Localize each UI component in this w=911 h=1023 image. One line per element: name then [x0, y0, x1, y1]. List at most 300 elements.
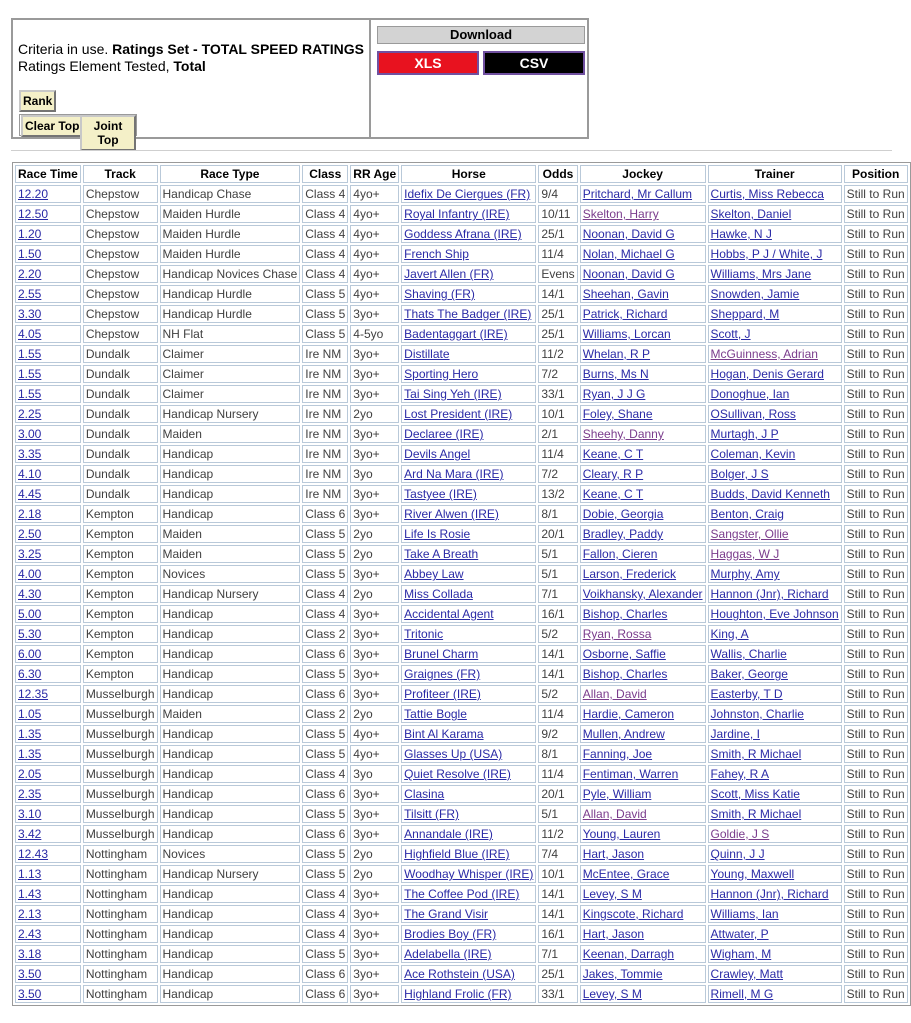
odds-cell: 16/1: [538, 605, 577, 623]
horse-link[interactable]: Quiet Resolve (IRE): [404, 767, 511, 781]
trainer-link[interactable]: Benton, Craig: [710, 507, 784, 521]
horse-link[interactable]: Tai Sing Yeh (IRE): [404, 387, 502, 401]
odds-cell: 5/2: [538, 625, 577, 643]
trainer-link[interactable]: Sheppard, M: [710, 307, 780, 321]
odds-cell: 11/2: [538, 825, 577, 843]
class-cell: Ire NM: [302, 465, 348, 483]
jockey-link[interactable]: Hart, Jason: [582, 927, 645, 941]
download-csv-button[interactable]: CSV: [483, 51, 585, 75]
rr-age-cell: 2yo: [350, 865, 399, 883]
horse-link[interactable]: Accidental Agent: [404, 607, 494, 621]
race-time-link[interactable]: 4.30: [18, 587, 42, 601]
horse-link[interactable]: Javert Allen (FR): [404, 267, 494, 281]
horse-link[interactable]: Declaree (IRE): [404, 427, 484, 441]
horse-cell: [401, 445, 536, 463]
criteria-panel: [11, 18, 589, 147]
horse-link[interactable]: Tilsitt (FR): [404, 807, 460, 821]
race-time-cell: [15, 625, 81, 643]
class-cell: Class 5: [302, 865, 348, 883]
track-cell: Nottingham: [83, 985, 158, 1003]
trainer-cell: [708, 625, 842, 643]
trainer-link[interactable]: Scott, Miss Katie: [710, 787, 800, 801]
horse-link[interactable]: Woodhay Whisper (IRE): [404, 867, 534, 881]
jockey-cell: [580, 485, 706, 503]
race-time-link[interactable]: 1.43: [18, 887, 42, 901]
odds-cell: 11/4: [538, 445, 577, 463]
race-time-cell: [15, 185, 81, 203]
trainer-link[interactable]: Hobbs, P J / White, J: [710, 247, 823, 261]
odds-cell: 11/4: [538, 705, 577, 723]
jockey-link[interactable]: Sheehy, Danny: [582, 427, 664, 441]
trainer-link[interactable]: Smith, R Michael: [710, 747, 802, 761]
race-time-link[interactable]: 2.50: [18, 527, 42, 541]
trainer-link[interactable]: Johnston, Charlie: [710, 707, 804, 721]
race-time-link[interactable]: 2.55: [18, 287, 42, 301]
joint-top-button[interactable]: Joint Top: [80, 115, 136, 151]
trainer-link[interactable]: Haggas, W J: [710, 547, 780, 561]
race-time-cell: [15, 245, 81, 263]
rr-age-cell: 3yo+: [350, 885, 399, 903]
horse-link[interactable]: Tastyee (IRE): [404, 487, 477, 501]
table-row: [15, 805, 908, 823]
trainer-link[interactable]: Coleman, Kevin: [710, 447, 796, 461]
race-time-link[interactable]: 6.00: [18, 647, 42, 661]
jockey-cell: [580, 925, 706, 943]
race-time-link[interactable]: 1.35: [18, 727, 42, 741]
jockey-cell: [580, 585, 706, 603]
race-time-link[interactable]: 3.25: [18, 547, 42, 561]
jockey-link[interactable]: Fentiman, Warren: [582, 767, 679, 781]
jockey-link[interactable]: Hart, Jason: [582, 847, 645, 861]
track-cell: Kempton: [83, 525, 158, 543]
horse-link[interactable]: Lost President (IRE): [404, 407, 513, 421]
race-type-cell: Claimer: [160, 385, 301, 403]
horse-link[interactable]: The Coffee Pod (IRE): [404, 887, 520, 901]
jockey-link[interactable]: Bradley, Paddy: [582, 527, 664, 541]
race-time-link[interactable]: 2.35: [18, 787, 42, 801]
table-row: [15, 445, 908, 463]
race-time-link[interactable]: 5.00: [18, 607, 42, 621]
trainer-link[interactable]: Murtagh, J P: [710, 427, 779, 441]
rank-button[interactable]: Rank: [19, 90, 56, 112]
race-type-cell: Handicap Nursery: [160, 865, 301, 883]
horse-link[interactable]: Highland Frolic (FR): [404, 987, 512, 1001]
race-time-link[interactable]: 12.35: [18, 687, 49, 701]
horse-link[interactable]: Highfield Blue (IRE): [404, 847, 510, 861]
horse-cell: [401, 785, 536, 803]
jockey-link[interactable]: Fallon, Cieren: [582, 547, 658, 561]
race-time-link[interactable]: 3.50: [18, 967, 42, 981]
race-time-link[interactable]: 1.55: [18, 347, 42, 361]
trainer-cell: [708, 865, 842, 883]
trainer-link[interactable]: Easterby, T D: [710, 687, 783, 701]
race-time-link[interactable]: 3.42: [18, 827, 42, 841]
horse-link[interactable]: Tritonic: [404, 627, 444, 641]
horse-link[interactable]: Ard Na Mara (IRE): [404, 467, 504, 481]
position-cell: Still to Run: [844, 425, 908, 443]
race-time-link[interactable]: 3.30: [18, 307, 42, 321]
trainer-cell: [708, 205, 842, 223]
class-cell: Ire NM: [302, 385, 348, 403]
jockey-link[interactable]: Allan, David: [582, 687, 647, 701]
track-cell: Nottingham: [83, 965, 158, 983]
trainer-link[interactable]: Hannon (Jnr), Richard: [710, 887, 829, 901]
race-time-link[interactable]: 1.13: [18, 867, 42, 881]
track-cell: Musselburgh: [83, 825, 158, 843]
horse-link[interactable]: Bint Al Karama: [404, 727, 484, 741]
odds-cell: 25/1: [538, 325, 577, 343]
jockey-link[interactable]: Jakes, Tommie: [582, 967, 663, 981]
jockey-link[interactable]: Pyle, William: [582, 787, 652, 801]
race-time-link[interactable]: 3.35: [18, 447, 42, 461]
table-row: [15, 525, 908, 543]
odds-cell: 33/1: [538, 985, 577, 1003]
table-row: [15, 765, 908, 783]
rr-age-cell: 3yo+: [350, 805, 399, 823]
race-time-link[interactable]: 4.10: [18, 467, 42, 481]
track-cell: Dundalk: [83, 445, 158, 463]
trainer-link[interactable]: Wigham, M: [710, 947, 772, 961]
race-time-link[interactable]: 2.25: [18, 407, 42, 421]
position-cell: Still to Run: [844, 785, 908, 803]
race-time-link[interactable]: 4.00: [18, 567, 42, 581]
jockey-link[interactable]: Bishop, Charles: [582, 667, 668, 681]
race-type-cell: Handicap: [160, 745, 301, 763]
rr-age-cell: 4yo+: [350, 245, 399, 263]
race-time-link[interactable]: 1.55: [18, 387, 42, 401]
jockey-cell: [580, 945, 706, 963]
race-time-cell: [15, 925, 81, 943]
trainer-link[interactable]: Rimell, M G: [710, 987, 774, 1001]
track-cell: Nottingham: [83, 945, 158, 963]
jockey-link[interactable]: Foley, Shane: [582, 407, 653, 421]
jockey-link[interactable]: Noonan, David G: [582, 267, 675, 281]
rr-age-cell: 4-5yo: [350, 325, 399, 343]
race-time-link[interactable]: 1.50: [18, 247, 42, 261]
jockey-link[interactable]: Burns, Ms N: [582, 367, 649, 381]
position-cell: Still to Run: [844, 605, 908, 623]
race-time-cell: [15, 505, 81, 523]
position-cell: Still to Run: [844, 725, 908, 743]
jockey-link[interactable]: Sheehan, Gavin: [582, 287, 669, 301]
odds-cell: Evens: [538, 265, 577, 283]
results-table: [12, 162, 911, 1006]
rr-age-cell: 4yo+: [350, 205, 399, 223]
trainer-link[interactable]: Bolger, J S: [710, 467, 769, 481]
trainer-link[interactable]: Hogan, Denis Gerard: [710, 367, 824, 381]
horse-link[interactable]: Ace Rothstein (USA): [404, 967, 515, 981]
horse-link[interactable]: River Alwen (IRE): [404, 507, 499, 521]
table-header-row: [15, 165, 908, 183]
jockey-cell: [580, 425, 706, 443]
jockey-link[interactable]: Patrick, Richard: [582, 307, 668, 321]
table-row: [15, 485, 908, 503]
horse-link[interactable]: French Ship: [404, 247, 469, 261]
jockey-link[interactable]: Mullen, Andrew: [582, 727, 665, 741]
race-time-link[interactable]: 2.20: [18, 267, 42, 281]
jockey-link[interactable]: Kingscote, Richard: [582, 907, 684, 921]
jockey-link[interactable]: Williams, Lorcan: [582, 327, 671, 341]
trainer-cell: [708, 585, 842, 603]
trainer-cell: [708, 905, 842, 923]
jockey-link[interactable]: Noonan, David G: [582, 227, 675, 241]
trainer-link[interactable]: Snowden, Jamie: [710, 287, 800, 301]
position-cell: Still to Run: [844, 245, 908, 263]
trainer-link[interactable]: Sangster, Ollie: [710, 527, 789, 541]
race-time-link[interactable]: 1.35: [18, 747, 42, 761]
trainer-link[interactable]: Scott, J: [710, 327, 751, 341]
class-cell: Class 5: [302, 285, 348, 303]
horse-link[interactable]: Brunel Charm: [404, 647, 479, 661]
horse-link[interactable]: Annandale (IRE): [404, 827, 493, 841]
top-buttons-group: [19, 114, 137, 147]
trainer-link[interactable]: Fahey, R A: [710, 767, 770, 781]
rr-age-cell: 2yo: [350, 525, 399, 543]
horse-link[interactable]: Devils Angel: [404, 447, 471, 461]
rr-age-cell: 2yo: [350, 585, 399, 603]
jockey-link[interactable]: Whelan, R P: [582, 347, 651, 361]
table-row: [15, 305, 908, 323]
track-cell: Chepstow: [83, 185, 158, 203]
criteria-ratings-set: [18, 41, 364, 58]
race-time-link[interactable]: 3.50: [18, 987, 42, 1001]
table-row: [15, 425, 908, 443]
jockey-cell: [580, 365, 706, 383]
trainer-link[interactable]: Baker, George: [710, 667, 788, 681]
trainer-link[interactable]: Wallis, Charlie: [710, 647, 787, 661]
position-cell: Still to Run: [844, 705, 908, 723]
race-time-link[interactable]: 1.55: [18, 367, 42, 381]
odds-cell: 11/2: [538, 345, 577, 363]
trainer-cell: [708, 965, 842, 983]
rr-age-cell: 2yo: [350, 845, 399, 863]
trainer-link[interactable]: Hannon (Jnr), Richard: [710, 587, 829, 601]
trainer-link[interactable]: Skelton, Daniel: [710, 207, 792, 221]
jockey-link[interactable]: Young, Lauren: [582, 827, 661, 841]
jockey-cell: [580, 525, 706, 543]
horse-cell: [401, 665, 536, 683]
download-xls-button[interactable]: XLS: [377, 51, 479, 75]
jockey-link[interactable]: Keane, C T: [582, 487, 644, 501]
trainer-cell: [708, 345, 842, 363]
horse-link[interactable]: Shaving (FR): [404, 287, 475, 301]
horse-link[interactable]: Clasina: [404, 787, 445, 801]
jockey-cell: [580, 205, 706, 223]
horse-link[interactable]: Goddess Afrana (IRE): [404, 227, 522, 241]
race-time-cell: [15, 265, 81, 283]
jockey-link[interactable]: Ryan, Rossa: [582, 627, 652, 641]
race-time-link[interactable]: 2.05: [18, 767, 42, 781]
jockey-link[interactable]: Keane, C T: [582, 447, 644, 461]
trainer-cell: [708, 465, 842, 483]
horse-cell: [401, 345, 536, 363]
odds-cell: 14/1: [538, 285, 577, 303]
position-cell: Still to Run: [844, 325, 908, 343]
race-time-link[interactable]: 2.18: [18, 507, 42, 521]
horse-link[interactable]: Miss Collada: [404, 587, 473, 601]
horse-link[interactable]: Badentaggart (IRE): [404, 327, 508, 341]
table-row: [15, 225, 908, 243]
track-cell: Nottingham: [83, 845, 158, 863]
rr-age-cell: 3yo+: [350, 625, 399, 643]
race-time-link[interactable]: 1.05: [18, 707, 42, 721]
odds-cell: 10/1: [538, 865, 577, 883]
rr-age-cell: 3yo+: [350, 605, 399, 623]
horse-link[interactable]: Abbey Law: [404, 567, 464, 581]
trainer-cell: [708, 565, 842, 583]
race-time-link[interactable]: 3.18: [18, 947, 42, 961]
horse-link[interactable]: Glasses Up (USA): [404, 747, 503, 761]
jockey-link[interactable]: McEntee, Grace: [582, 867, 670, 881]
race-type-cell: Handicap Chase: [160, 185, 301, 203]
race-type-cell: Maiden: [160, 425, 301, 443]
clear-top-button[interactable]: Clear Top: [21, 115, 83, 137]
table-row: [15, 185, 908, 203]
trainer-link[interactable]: King, A: [710, 627, 749, 641]
track-cell: Dundalk: [83, 345, 158, 363]
horse-link[interactable]: Idefix De Ciergues (FR): [404, 187, 531, 201]
race-type-cell: Handicap: [160, 625, 301, 643]
rr-age-cell: 3yo+: [350, 905, 399, 923]
trainer-cell: [708, 785, 842, 803]
horse-link[interactable]: Profiteer (IRE): [404, 687, 481, 701]
class-cell: Class 6: [302, 645, 348, 663]
horse-cell: [401, 825, 536, 843]
trainer-link[interactable]: Williams, Mrs Jane: [710, 267, 812, 281]
class-cell: Ire NM: [302, 365, 348, 383]
jockey-link[interactable]: Levey, S M: [582, 887, 642, 901]
trainer-link[interactable]: Murphy, Amy: [710, 567, 780, 581]
trainer-link[interactable]: Goldie, J S: [710, 827, 770, 841]
rr-age-cell: 3yo+: [350, 665, 399, 683]
race-time-link[interactable]: 4.45: [18, 487, 42, 501]
jockey-link[interactable]: Hardie, Cameron: [582, 707, 675, 721]
odds-cell: 10/11: [538, 205, 577, 223]
race-time-cell: [15, 845, 81, 863]
jockey-link[interactable]: Cleary, R P: [582, 467, 644, 481]
jockey-link[interactable]: Voikhansky, Alexander: [582, 587, 703, 601]
table-row: [15, 825, 908, 843]
race-time-link[interactable]: 1.20: [18, 227, 42, 241]
position-cell: Still to Run: [844, 305, 908, 323]
jockey-link[interactable]: Keenan, Darragh: [582, 947, 675, 961]
race-time-cell: [15, 805, 81, 823]
odds-cell: 5/1: [538, 565, 577, 583]
rr-age-cell: 3yo+: [350, 305, 399, 323]
class-cell: Class 5: [302, 305, 348, 323]
horse-cell: [401, 705, 536, 723]
trainer-link[interactable]: Williams, Ian: [710, 907, 779, 921]
jockey-link[interactable]: Ryan, J J G: [582, 387, 646, 401]
jockey-link[interactable]: Osborne, Saffie: [582, 647, 666, 661]
trainer-link[interactable]: Crawley, Matt: [710, 967, 784, 981]
position-cell: Still to Run: [844, 545, 908, 563]
race-type-cell: Handicap Hurdle: [160, 285, 301, 303]
jockey-cell: [580, 505, 706, 523]
horse-link[interactable]: Take A Breath: [404, 547, 479, 561]
race-time-cell: [15, 785, 81, 803]
race-time-cell: [15, 765, 81, 783]
horse-link[interactable]: Graignes (FR): [404, 667, 481, 681]
trainer-cell: [708, 285, 842, 303]
jockey-link[interactable]: Skelton, Harry: [582, 207, 659, 221]
race-time-cell: [15, 365, 81, 383]
jockey-link[interactable]: Nolan, Michael G: [582, 247, 675, 261]
trainer-link[interactable]: Smith, R Michael: [710, 807, 802, 821]
rr-age-cell: 3yo+: [350, 945, 399, 963]
trainer-link[interactable]: Attwater, P: [710, 927, 769, 941]
trainer-link[interactable]: Young, Maxwell: [710, 867, 795, 881]
trainer-cell: [708, 245, 842, 263]
horse-cell: [401, 905, 536, 923]
race-time-link[interactable]: 6.30: [18, 667, 42, 681]
trainer-link[interactable]: Hawke, N J: [710, 227, 772, 241]
horse-link[interactable]: Life Is Rosie: [404, 527, 471, 541]
horse-link[interactable]: Adelabella (IRE): [404, 947, 492, 961]
horse-link[interactable]: Royal Infantry (IRE): [404, 207, 510, 221]
trainer-link[interactable]: Jardine, I: [710, 727, 760, 741]
race-time-link[interactable]: 12.43: [18, 847, 49, 861]
jockey-link[interactable]: Allan, David: [582, 807, 647, 821]
jockey-link[interactable]: Dobie, Georgia: [582, 507, 664, 521]
position-cell: Still to Run: [844, 505, 908, 523]
horse-link[interactable]: The Grand Visir: [404, 907, 488, 921]
position-cell: Still to Run: [844, 925, 908, 943]
horse-link[interactable]: Brodies Boy (FR): [404, 927, 497, 941]
trainer-link[interactable]: Quinn, J J: [710, 847, 765, 861]
race-time-link[interactable]: 3.00: [18, 427, 42, 441]
track-cell: Kempton: [83, 605, 158, 623]
horse-link[interactable]: Tattie Bogle: [404, 707, 467, 721]
odds-cell: 5/1: [538, 545, 577, 563]
race-type-cell: Claimer: [160, 365, 301, 383]
race-time-link[interactable]: 2.13: [18, 907, 42, 921]
horse-link[interactable]: Distillate: [404, 347, 450, 361]
jockey-cell: [580, 245, 706, 263]
trainer-link[interactable]: OSullivan, Ross: [710, 407, 796, 421]
race-time-link[interactable]: 12.50: [18, 207, 49, 221]
horse-cell: [401, 585, 536, 603]
race-type-cell: Maiden: [160, 705, 301, 723]
trainer-link[interactable]: McGuinness, Adrian: [710, 347, 818, 361]
jockey-link[interactable]: Fanning, Joe: [582, 747, 653, 761]
track-cell: Musselburgh: [83, 705, 158, 723]
odds-cell: 25/1: [538, 305, 577, 323]
table-row: [15, 745, 908, 763]
trainer-link[interactable]: Houghton, Eve Johnson: [710, 607, 839, 621]
rr-age-cell: 3yo+: [350, 685, 399, 703]
jockey-link[interactable]: Larson, Frederick: [582, 567, 677, 581]
race-time-link[interactable]: 12.20: [18, 187, 49, 201]
jockey-cell: [580, 765, 706, 783]
race-time-link[interactable]: 5.30: [18, 627, 42, 641]
horse-cell: [401, 645, 536, 663]
race-time-link[interactable]: 2.43: [18, 927, 42, 941]
trainer-link[interactable]: Curtis, Miss Rebecca: [710, 187, 824, 201]
horse-link[interactable]: Sporting Hero: [404, 367, 479, 381]
horse-cell: [401, 545, 536, 563]
jockey-link[interactable]: Bishop, Charles: [582, 607, 668, 621]
trainer-link[interactable]: Budds, David Kenneth: [710, 487, 830, 501]
race-time-link[interactable]: 4.05: [18, 327, 42, 341]
jockey-link[interactable]: Levey, S M: [582, 987, 642, 1001]
race-time-link[interactable]: 3.10: [18, 807, 42, 821]
jockey-link[interactable]: Pritchard, Mr Callum: [582, 187, 693, 201]
track-cell: Dundalk: [83, 365, 158, 383]
trainer-link[interactable]: Donoghue, Ian: [710, 387, 790, 401]
criteria-ratings-set-value: Ratings Set - TOTAL SPEED RATINGS: [112, 41, 364, 57]
horse-link[interactable]: Thats The Badger (IRE): [404, 307, 532, 321]
